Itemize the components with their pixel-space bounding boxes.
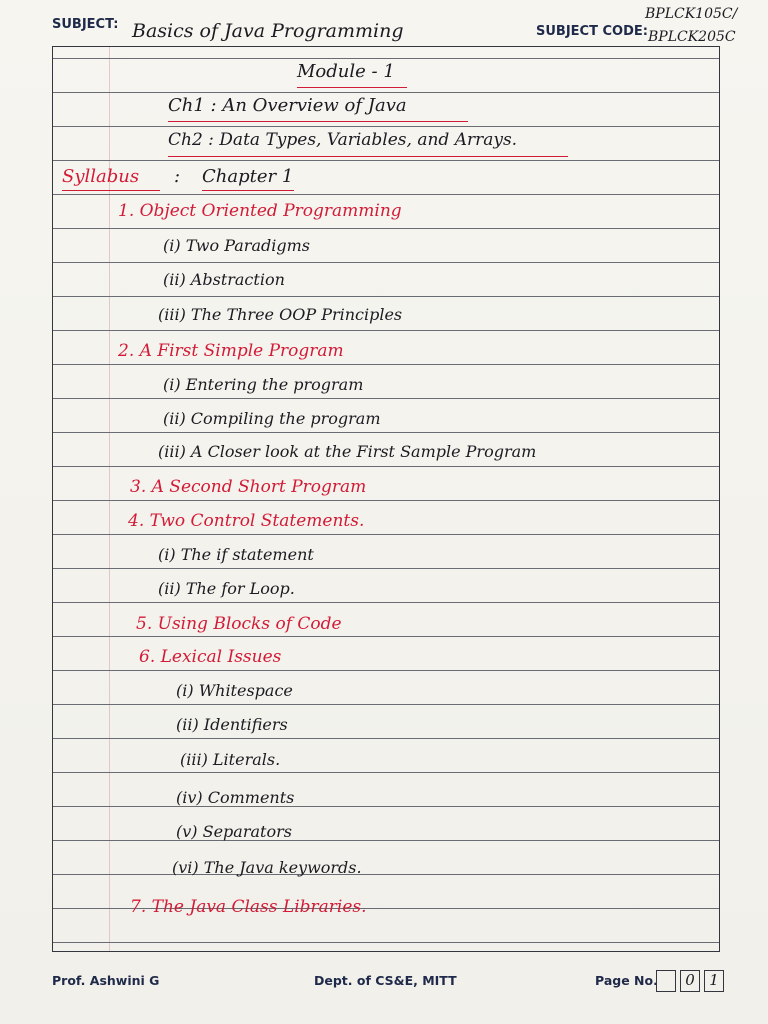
subject-code-line2: BPLCK205C bbox=[648, 29, 736, 45]
list-item: 7. The Java Class Libraries. bbox=[130, 897, 367, 917]
rule-line bbox=[53, 466, 719, 467]
subject-code-line1: BPLCK105C/ bbox=[645, 6, 738, 22]
chapter-2-underline bbox=[168, 156, 568, 157]
ruled-area bbox=[52, 46, 720, 952]
rule-line bbox=[53, 262, 719, 263]
rule-line bbox=[53, 398, 719, 399]
rule-line bbox=[53, 160, 719, 161]
rule-line bbox=[53, 738, 719, 739]
list-item: (iii) A Closer look at the First Sample Program bbox=[158, 442, 537, 461]
syllabus-underline bbox=[62, 190, 160, 191]
module-title-underline bbox=[297, 87, 407, 88]
syllabus-colon: : bbox=[174, 166, 181, 187]
syllabus-chapter-underline bbox=[202, 190, 294, 191]
rule-line bbox=[53, 500, 719, 501]
rule-line bbox=[53, 534, 719, 535]
rule-line bbox=[53, 806, 719, 807]
syllabus-label: Syllabus bbox=[62, 166, 140, 187]
syllabus-chapter: Chapter 1 bbox=[202, 166, 294, 187]
footer-author: Prof. Ashwini G bbox=[52, 973, 160, 988]
rule-line bbox=[53, 772, 719, 773]
rule-line bbox=[53, 194, 719, 195]
rule-line bbox=[53, 602, 719, 603]
rule-line bbox=[53, 330, 719, 331]
page-number-digit: 0 bbox=[680, 970, 700, 992]
rule-line bbox=[53, 296, 719, 297]
rule-line bbox=[53, 432, 719, 433]
chapter-1-underline bbox=[168, 121, 468, 122]
chapter-2-title: Ch2 : Data Types, Variables, and Arrays. bbox=[168, 130, 518, 150]
page-number-digit bbox=[656, 970, 676, 992]
list-item: (ii) The for Loop. bbox=[158, 579, 295, 598]
module-title: Module - 1 bbox=[297, 61, 395, 82]
list-item: 5. Using Blocks of Code bbox=[136, 614, 342, 634]
list-item: (vi) The Java keywords. bbox=[172, 858, 362, 877]
rule-line bbox=[53, 228, 719, 229]
list-item: 2. A First Simple Program bbox=[118, 341, 344, 361]
subject-code-label: SUBJECT CODE: bbox=[536, 24, 648, 39]
chapter-1-title: Ch1 : An Overview of Java bbox=[168, 95, 407, 116]
list-item: 4. Two Control Statements. bbox=[128, 511, 365, 531]
list-item: (v) Separators bbox=[176, 822, 292, 841]
rule-line bbox=[53, 942, 719, 943]
list-item: (i) Two Paradigms bbox=[163, 236, 310, 255]
list-item: (ii) Identifiers bbox=[176, 715, 288, 734]
list-item: (ii) Compiling the program bbox=[163, 409, 381, 428]
rule-line bbox=[53, 670, 719, 671]
list-item: 1. Object Oriented Programming bbox=[118, 201, 402, 221]
rule-line bbox=[53, 568, 719, 569]
rule-line bbox=[53, 704, 719, 705]
page-number-digit: 1 bbox=[704, 970, 724, 992]
rule-line bbox=[53, 92, 719, 93]
rule-line bbox=[53, 840, 719, 841]
list-item: (iv) Comments bbox=[176, 788, 295, 807]
list-item: 6. Lexical Issues bbox=[139, 647, 282, 667]
rule-line bbox=[53, 364, 719, 365]
rule-line bbox=[53, 874, 719, 875]
footer-page-label: Page No. bbox=[595, 973, 658, 988]
footer-department: Dept. of CS&E, MITT bbox=[314, 973, 457, 988]
list-item: (i) Whitespace bbox=[176, 681, 293, 700]
list-item: (i) Entering the program bbox=[163, 375, 364, 394]
list-item: (i) The if statement bbox=[158, 545, 314, 564]
rule-line bbox=[53, 126, 719, 127]
rule-line bbox=[53, 636, 719, 637]
list-item: (iii) The Three OOP Principles bbox=[158, 305, 403, 324]
subject-label: SUBJECT: bbox=[52, 17, 119, 32]
list-item: (iii) Literals. bbox=[180, 750, 281, 769]
rule-line bbox=[53, 58, 719, 59]
list-item: (ii) Abstraction bbox=[163, 270, 285, 289]
subject-value: Basics of Java Programming bbox=[132, 20, 404, 42]
list-item: 3. A Second Short Program bbox=[130, 477, 367, 497]
